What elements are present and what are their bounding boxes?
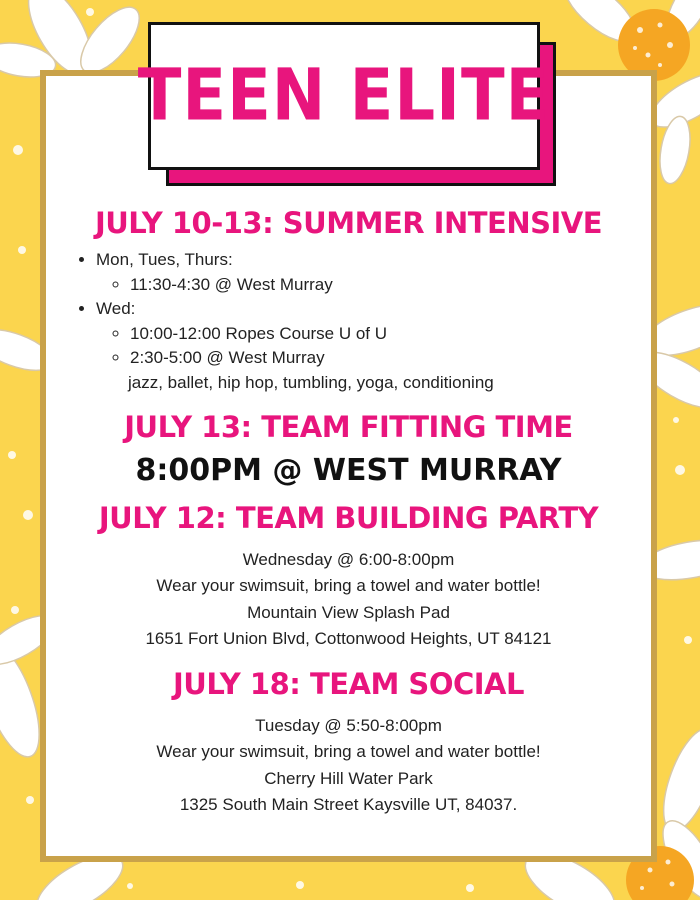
info-line: Tuesday @ 5:50-8:00pm (255, 715, 442, 735)
title-box (137, 22, 551, 170)
team-building-info (46, 547, 651, 653)
info-line: Cherry Hill Water Park (264, 768, 433, 788)
schedule-group-label: Mon, Tues, Thurs: (96, 250, 233, 269)
summer-intensive-heading: JULY 10-13: SUMMER INTENSIVE (94, 206, 603, 240)
activities-list: jazz, ballet, hip hop, tumbling, yoga, conditioning (128, 372, 494, 392)
team-social-heading: JULY 18: TEAM SOCIAL (173, 666, 524, 701)
schedule-group (96, 248, 651, 297)
page-title: TEEN ELITE (137, 54, 551, 138)
summer-intensive-schedule (46, 248, 651, 371)
info-line: 1325 South Main Street Kaysville UT, 84037. (179, 795, 518, 814)
info-line: Wear your swimsuit, bring a towel and water bottle! (156, 576, 541, 595)
schedule-group-label: Wed: (96, 299, 136, 318)
info-line: Mountain View Splash Pad (247, 602, 450, 622)
flyer-content (46, 200, 651, 819)
schedule-item: ◦ 2:30-5:00 @ West Murray (130, 346, 651, 371)
schedule-item: ◦ 11:30-4:30 @ West Murray (130, 273, 651, 298)
team-building-heading: JULY 12: TEAM BUILDING PARTY (98, 500, 599, 535)
team-social-info (46, 713, 651, 819)
info-line: Wear your swimsuit, bring a towel and water bottle! (156, 742, 541, 761)
schedule-item: ◦ 10:00-12:00 Ropes Course U of U (130, 322, 651, 347)
team-fitting-detail: 8:00PM @ WEST MURRAY (135, 452, 562, 488)
team-fitting-heading: JULY 13: TEAM FITTING TIME (124, 409, 573, 444)
info-line: Wednesday @ 6:00-8:00pm (242, 549, 455, 569)
info-line: 1651 Fort Union Blvd, Cottonwood Heights, UT 84121 (145, 629, 552, 648)
schedule-group (96, 297, 651, 371)
